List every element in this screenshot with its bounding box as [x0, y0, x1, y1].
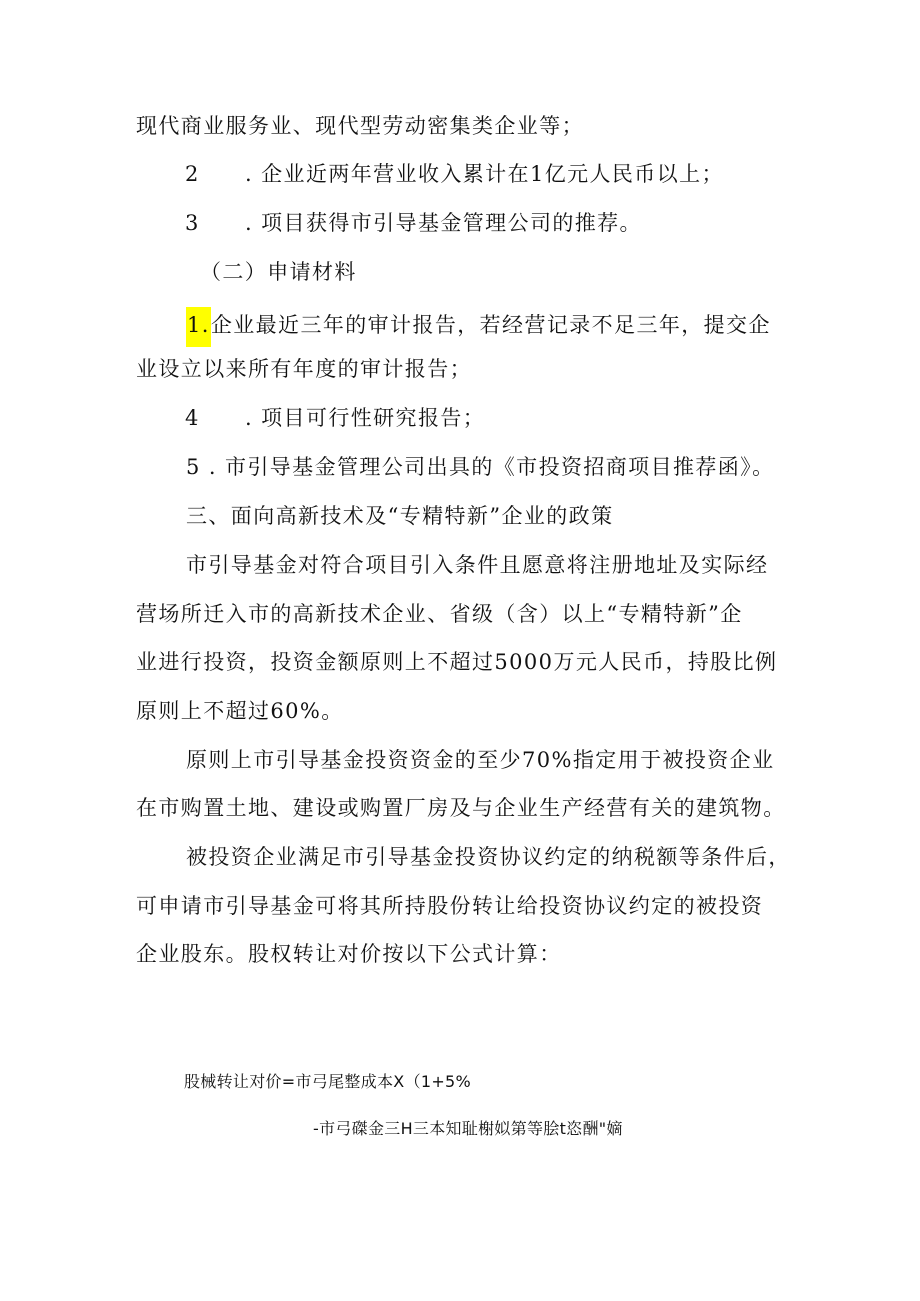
list-text: . 企业近两年营业收入累计在1亿元人民币以上； — [245, 162, 724, 186]
list-item-4 — [185, 404, 485, 432]
list-item-5: 5 . 市引导基金管理公司出具的《市投资招商项目推荐函》。 — [186, 455, 775, 479]
paragraph-line: 现代商业服务业、现代型劳动密集类企业等； — [136, 114, 584, 138]
formula-line-1: 股械转让对价=市弓尾整成本X（1+5% — [184, 1072, 472, 1091]
list-text: . 项目获得市引导基金管理公司的推荐。 — [245, 211, 642, 235]
list-item-3 — [185, 209, 642, 237]
list-item-2 — [185, 160, 724, 188]
paragraph-line: 被投资企业满足市引导基金投资协议约定的纳税额等条件后， — [186, 845, 791, 869]
paragraph-line: 业进行投资，投资金额原则上不超过5000万元人民币，持股比例 — [136, 650, 778, 674]
list-item-1-highlighted — [186, 307, 771, 347]
section-heading: 三、面向高新技术及“专精特新”企业的政策 — [186, 504, 614, 528]
paragraph-line: 原则上市引导基金投资资金的至少70%指定用于被投资企业 — [186, 748, 775, 772]
paragraph-line: 可申请市引导基金可将其所持股份转让给投资协议约定的被投资 — [136, 894, 764, 918]
paragraph-line: 营场所迁入市的高新技术企业、省级（含）以上“专精特新”企 — [136, 602, 743, 626]
list-number: 2 — [185, 162, 200, 186]
list-text: . 项目可行性研究报告； — [245, 406, 486, 430]
list-number: 4 — [185, 406, 200, 430]
paragraph-line: 在市购置土地、建设或购置厂房及与企业生产经营有关的建筑物。 — [136, 796, 786, 820]
formula-line-2: -市弓磔金三H三本知耻榭姒第等脍t恣酬"嫡 — [313, 1119, 623, 1138]
list-text: 企业最近三年的审计报告，若经营记录不足三年，提交企 — [210, 313, 771, 337]
paragraph-line: 市引导基金对符合项目引入条件且愿意将注册地址及实际经 — [186, 553, 769, 577]
list-number: 3 — [185, 211, 200, 235]
paragraph-line: 业设立以来所有年度的审计报告； — [136, 357, 472, 381]
paragraph-line: 原则上不超过60%。 — [136, 699, 344, 723]
highlighted-list-number: 1. — [186, 307, 211, 347]
section-heading: （二）申请材料 — [200, 260, 357, 284]
paragraph-line: 企业股东。股权转让对价按以下公式计算： — [136, 942, 562, 966]
